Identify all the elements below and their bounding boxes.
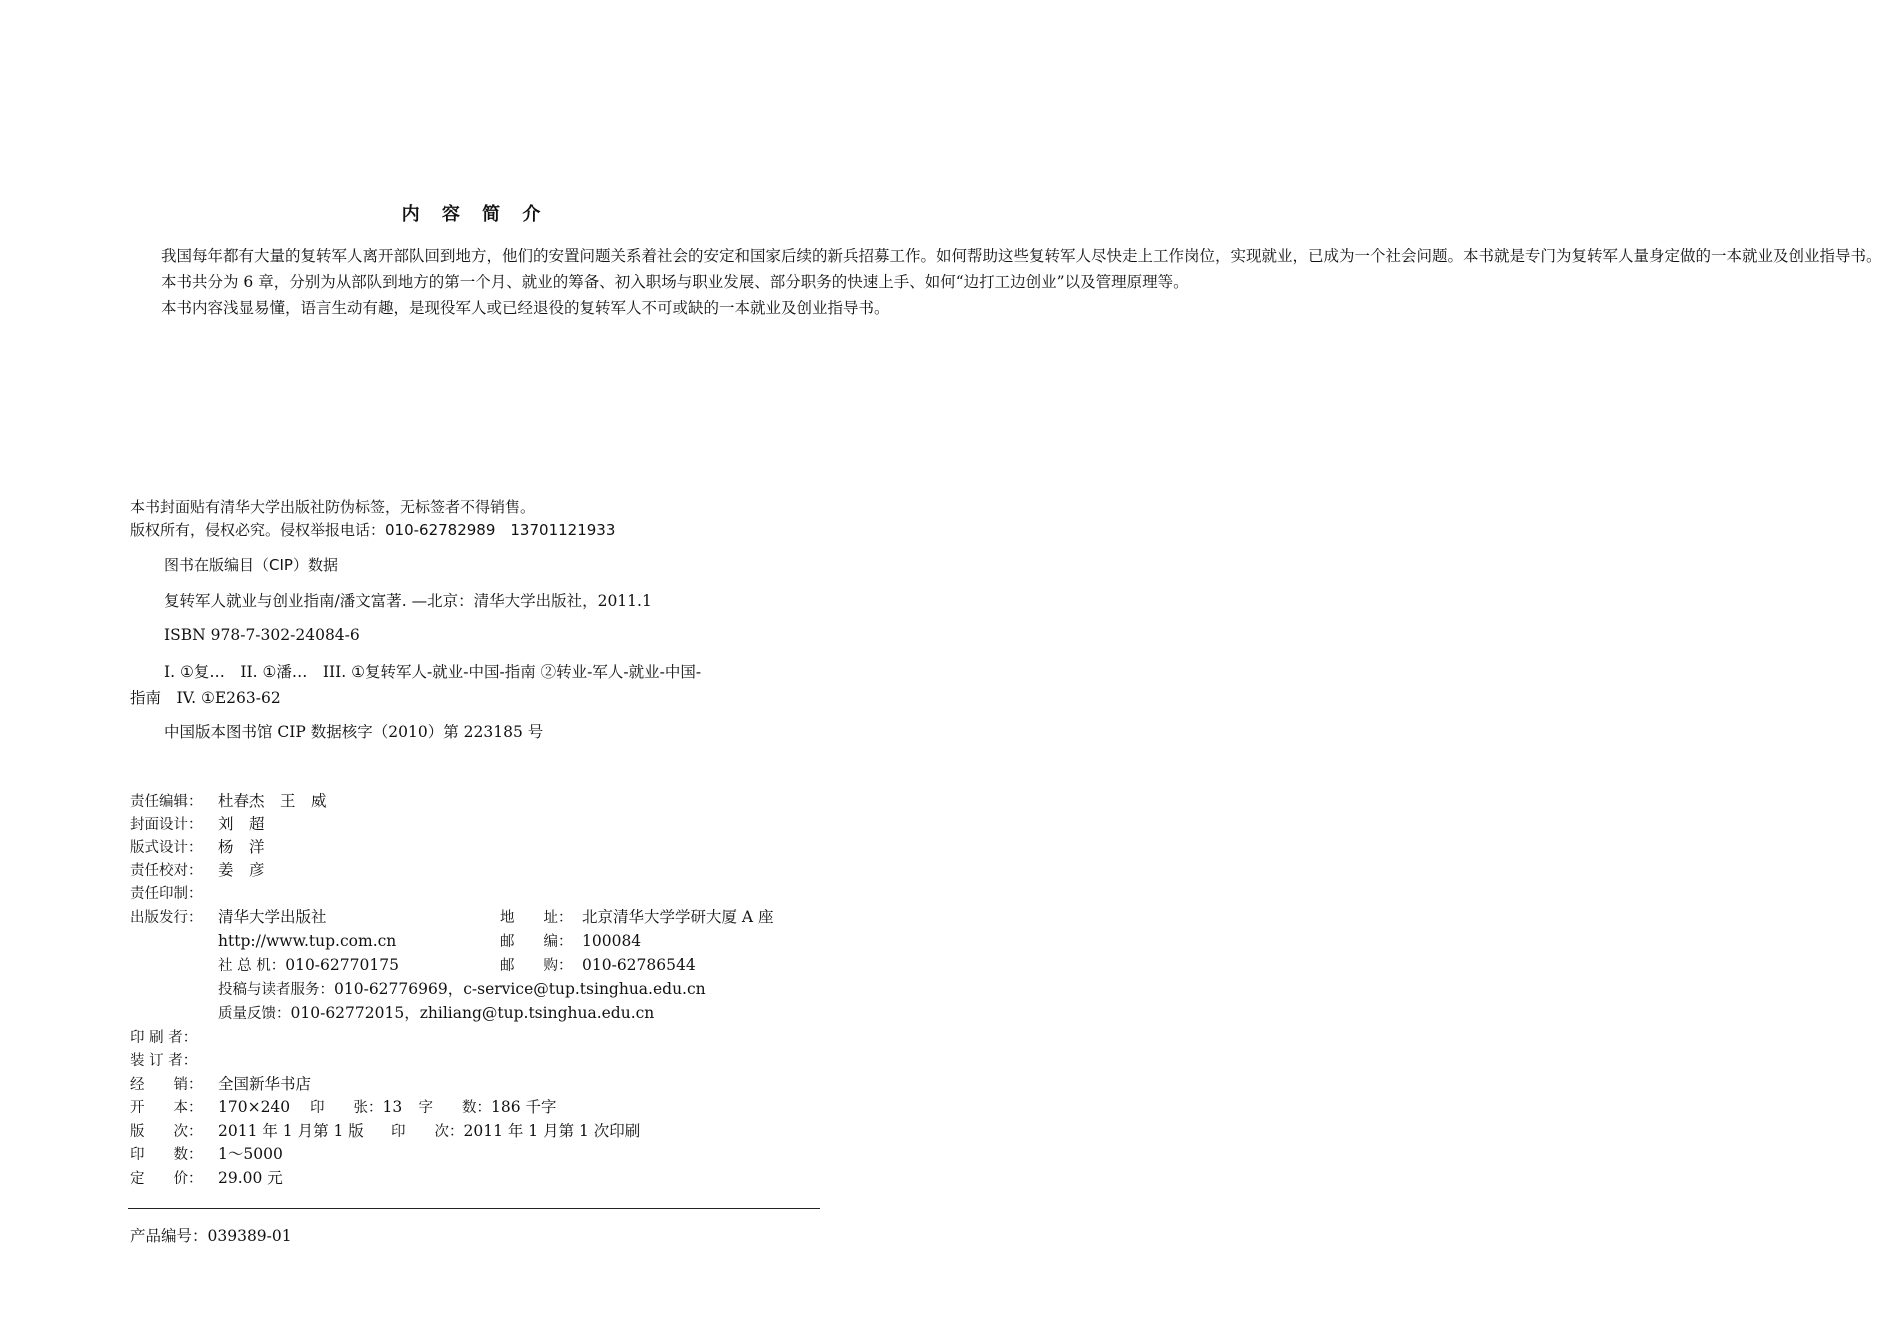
credit-value: 杜春杰 王 威 — [218, 792, 327, 810]
credit-label: 责任印制： — [130, 886, 203, 902]
cip-subjects-line: I. ①复… II. ①潘… III. ①复转军人-就业-中国-指南 ②转业-军人-就业-中国- — [164, 663, 702, 681]
edition-value: 2011 年 1 月第 1 版 — [218, 1122, 364, 1140]
cip-subjects-line: 指南 IV. ①E263-62 — [130, 689, 281, 707]
quality-label: 质量反馈： — [218, 1006, 291, 1022]
sheets-value: 13 — [382, 1098, 403, 1116]
credit-print — [130, 882, 218, 905]
intro-section — [130, 243, 1882, 321]
postcode-value: 100084 — [582, 932, 642, 950]
publisher-label: 出版发行： — [130, 910, 203, 926]
words-value: 186 千字 — [491, 1098, 557, 1116]
quality-row — [218, 1002, 654, 1025]
publisher-url[interactable] — [218, 930, 396, 953]
impression-label: 印 次： — [391, 1124, 464, 1140]
page-title: 内 容 简 介 — [401, 204, 549, 225]
impression-value: 2011 年 1 月第 1 次印刷 — [463, 1122, 641, 1140]
price-value: 29.00 元 — [218, 1169, 283, 1187]
printrun-label: 印 数： — [130, 1147, 203, 1163]
switchboard-row — [218, 954, 399, 977]
publisher-name: 清华大学出版社 — [218, 908, 327, 926]
address-label: 地 址： — [500, 910, 573, 926]
printer-row — [130, 1026, 218, 1049]
switchboard-label: 社 总 机： — [218, 958, 286, 974]
mailorder-row — [500, 954, 696, 977]
format-value: 170×240 — [218, 1098, 291, 1116]
cip-subjects — [130, 659, 820, 711]
credit-cover — [130, 813, 265, 836]
cip-isbn: ISBN 978-7-302-24084-6 — [164, 626, 360, 644]
price-row — [130, 1167, 283, 1190]
credit-label: 版式设计： — [130, 840, 203, 856]
credit-label: 责任编辑： — [130, 794, 203, 810]
mailorder-value: 010-62786544 — [582, 956, 696, 974]
credit-editor — [130, 790, 327, 813]
copyright-notice: 版权所有，侵权必究。侵权举报电话：010-62782989 13701121933 — [130, 521, 616, 539]
mailorder-label: 邮 购： — [500, 958, 573, 974]
publisher-row — [130, 906, 327, 929]
product-code: 产品编号：039389-01 — [130, 1227, 292, 1245]
credit-proof — [130, 859, 265, 882]
printer-label: 印 刷 者： — [130, 1030, 198, 1046]
edition-row — [130, 1120, 640, 1143]
intro-paragraph: 我国每年都有大量的复转军人离开部队回到地方，他们的安置问题关系着社会的安定和国家后续的新兵招募工作。如何帮助这些复转军人尽快走上工作岗位，实现就业，已成为一个社会问题。本书就是专门为复转军人量身定做的一本就业及创业指导书。 — [161, 247, 1882, 265]
format-row — [130, 1096, 557, 1119]
credit-label: 责任校对： — [130, 863, 203, 879]
printrun-row — [130, 1143, 283, 1166]
address-value: 北京清华大学学研大厦 A 座 — [582, 908, 774, 926]
words-label: 字 数： — [418, 1100, 491, 1116]
address-row — [500, 906, 774, 929]
credit-value: 姜 彦 — [218, 861, 265, 879]
postcode-label: 邮 编： — [500, 934, 573, 950]
distributor-label: 经 销： — [130, 1077, 203, 1093]
credit-value: 杨 洋 — [218, 838, 265, 856]
publisher-url-link[interactable]: http://www.tup.com.cn — [218, 932, 397, 950]
service-value: 010-62776969，c-service@tup.tsinghua.edu.cn — [334, 980, 706, 998]
credit-label: 封面设计： — [130, 817, 203, 833]
anti-counterfeit-notice: 本书封面贴有清华大学出版社防伪标签，无标签者不得销售。 — [130, 498, 536, 516]
distributor-value: 全国新华书店 — [218, 1075, 312, 1093]
price-label: 定 价： — [130, 1171, 203, 1187]
switchboard-value: 010-62770175 — [285, 956, 399, 974]
intro-paragraph: 本书内容浅显易懂，语言生动有趣，是现役军人或已经退役的复转军人不可或缺的一本就业及创业指导书。 — [161, 299, 890, 317]
credit-layout — [130, 836, 265, 859]
edition-label: 版 次： — [130, 1124, 203, 1140]
binder-row — [130, 1049, 218, 1072]
service-label: 投稿与读者服务： — [218, 982, 334, 998]
format-label: 开 本： — [130, 1100, 203, 1116]
binder-label: 装 订 者： — [130, 1053, 198, 1069]
credit-value: 刘 超 — [218, 815, 265, 833]
quality-value: 010-62772015，zhiliang@tup.tsinghua.edu.cn — [290, 1004, 655, 1022]
divider — [128, 1208, 820, 1209]
service-row — [218, 978, 706, 1001]
cip-heading: 图书在版编目（CIP）数据 — [164, 556, 338, 574]
printrun-value: 1～5000 — [218, 1145, 283, 1163]
cip-record: 复转军人就业与创业指南/潘文富著. —北京：清华大学出版社，2011.1 — [164, 592, 652, 610]
intro-paragraph: 本书共分为 6 章，分别为从部队到地方的第一个月、就业的筹备、初入职场与职业发展、部分职务的快速上手、如何“边打工边创业”以及管理原理等。 — [161, 273, 1189, 291]
cip-verification: 中国版本图书馆 CIP 数据核字（2010）第 223185 号 — [164, 723, 544, 741]
postcode-row — [500, 930, 641, 953]
sheets-label: 印 张： — [310, 1100, 383, 1116]
distributor-row — [130, 1073, 311, 1096]
